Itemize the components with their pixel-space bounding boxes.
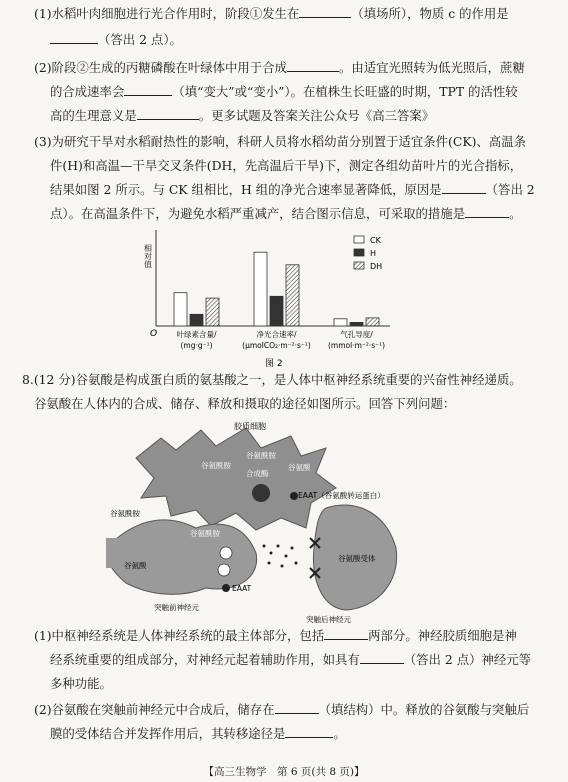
- answer-blank: [360, 652, 404, 664]
- figure-2-bar-chart: [130, 226, 420, 374]
- text: 件(H)和高温—干旱交叉条件(DH，先高温后干旱)下，测定各组幼苗叶片的光合指标，: [50, 158, 523, 173]
- post-neuron-label: 突触后神经元: [306, 615, 351, 624]
- text: （答出 2: [485, 182, 535, 197]
- origin-label: O: [150, 329, 158, 339]
- x-tick-label-0-0: 叶绿素含量/: [176, 330, 217, 339]
- text: （填结构）中。释放的谷氨酸与突触后: [318, 702, 530, 717]
- bar-h-0: [190, 314, 203, 326]
- legend-swatch-dh: [354, 262, 364, 269]
- text: 。更多试题及答案关注公众号《高三答案》: [198, 108, 435, 123]
- receptor-label: 谷氨酸受体: [338, 554, 376, 563]
- figure-caption: 图 2: [265, 359, 283, 369]
- legend-label-dh: DH: [370, 262, 383, 271]
- synthetase-label: 合成酶: [246, 469, 269, 478]
- text: （答出 2 点）。: [98, 32, 182, 47]
- bar-h-2: [350, 322, 363, 326]
- page-footer: 【高三生物学 第 6 页(共 8 页)】: [203, 766, 365, 778]
- eaat-label: EAAT: [232, 584, 252, 593]
- text: (2)谷氨酸在突触前神经元中合成后，储存在: [34, 702, 275, 717]
- q7-2-line1: [34, 60, 548, 76]
- text: （填场所），物质 c 的作用是: [351, 6, 509, 21]
- pre-neuron-label: 突触前神经元: [154, 603, 199, 612]
- text: (2)阶段②生成的丙糖磷酸在叶绿体中用于合成: [34, 60, 287, 75]
- bars-group: [174, 252, 379, 326]
- answer-blank: [442, 182, 486, 194]
- q8-2-line2: [50, 726, 548, 742]
- q8-stem-line2: [34, 396, 548, 412]
- q7-3-line4: [50, 206, 548, 222]
- text: (1)中枢神经系统是人体神经系统的最主体部分，包括: [34, 628, 325, 643]
- x-tick-label-1-1: (μmolCO₂·m⁻²·s⁻¹): [242, 341, 311, 350]
- q8-1-line3: [50, 676, 548, 692]
- x-tick-label-2-0: 气孔导度/: [340, 330, 373, 339]
- text: 结果如图 2 所示。与 CK 组相比，H 组的净光合速率显著降低，原因是: [50, 182, 442, 197]
- answer-blank: [324, 628, 368, 640]
- answer-blank: [124, 84, 172, 96]
- x-tick-label-1-0: 净光合速率/: [256, 330, 297, 339]
- text: 点）。在高温条件下，为避免水稻严重减产，结合图示信息，可采取的措施是: [50, 206, 466, 221]
- text: 。: [333, 726, 346, 741]
- y-axis-label: 相对值: [143, 244, 153, 268]
- glutamine-label-glia-1: 谷氨酰胺: [201, 461, 231, 470]
- q7-3-line3: [50, 182, 548, 198]
- text: 膜的受体结合并发挥作用后，其转移途径是: [50, 726, 286, 741]
- text: 经系统重要的组成部分，对神经元起着辅助作用，如具有: [50, 652, 360, 667]
- eaat-glia-dot: [290, 492, 298, 500]
- glutamine-label-glia-2: 谷氨酰胺: [246, 451, 276, 460]
- vesicle: [218, 564, 230, 576]
- text: 。由适宜光照转为低光照后，蔗糖: [338, 60, 525, 75]
- glutamine-label-left: 谷氨酰胺: [110, 509, 140, 518]
- answer-blank: [285, 726, 333, 738]
- x-tick-label-2-1: (mmol·m⁻²·s⁻¹): [327, 341, 386, 350]
- eaat-transporter-label: EAAT（谷氨酸转运蛋白）: [298, 491, 385, 500]
- legend-label-ck: CK: [370, 236, 381, 245]
- text: 。: [509, 206, 522, 221]
- q7-3-line1: [34, 134, 548, 150]
- glutamate-molecules: [263, 545, 298, 568]
- glutamate-label-pre: 谷氨酸: [124, 561, 147, 570]
- text: 多种功能。: [50, 676, 112, 691]
- legend-label-h: H: [370, 249, 377, 258]
- synapse-diagram: [106, 418, 436, 626]
- text: 8.(12 分)谷氨酸是构成蛋白质的氨基酸之一，是人体中枢神经系统重要的兴奋性神经递质。: [22, 372, 522, 387]
- answer-blank: [465, 206, 509, 218]
- chart-legend: [354, 236, 382, 271]
- bar-dh-1: [286, 265, 299, 326]
- answer-blank: [287, 60, 339, 72]
- answer-blank: [50, 32, 98, 44]
- vesicle: [220, 547, 232, 559]
- text: 谷氨酸在人体内的合成、储存、释放和摄取的途径如图所示。回答下列问题：: [34, 396, 456, 411]
- q7-1-line1: [34, 6, 548, 22]
- text: 两部分。神经胶质细胞是神: [368, 628, 517, 643]
- x-tick-label-0-1: (mg·g⁻¹): [180, 341, 213, 350]
- legend-swatch-ck: [354, 236, 364, 243]
- q8-2-line1: [34, 702, 548, 718]
- bar-ck-1: [254, 252, 267, 326]
- text: 高的生理意义是: [50, 108, 137, 123]
- text: (1)水稻叶肉细胞进行光合作用时，阶段①发生在: [34, 6, 300, 21]
- x-labels-group: [176, 329, 385, 350]
- text: (3)为研究干旱对水稻耐热性的影响，科研人员将水稻幼苗分别置于适宜条件(CK)、高温条: [34, 134, 527, 149]
- q7-2-line2: [50, 84, 548, 100]
- bar-ck-0: [174, 293, 187, 326]
- bar-dh-0: [206, 298, 219, 326]
- bar-dh-2: [366, 318, 379, 326]
- q8-1-line1: [34, 628, 548, 644]
- q8-1-line2: [50, 652, 548, 668]
- bar-ck-2: [334, 319, 347, 326]
- glutamine-label-pre: 谷氨酰胺: [190, 529, 220, 538]
- q8-stem-line1: [22, 372, 548, 388]
- answer-blank: [275, 702, 319, 714]
- glutamate-label-glia: 谷氨酸: [288, 463, 311, 472]
- glial-cell: [136, 428, 336, 530]
- eaat-pre-dot: [222, 584, 230, 592]
- text: （答出 2 点）神经元等: [403, 652, 532, 667]
- answer-blank: [299, 6, 351, 18]
- bar-h-1: [270, 296, 283, 326]
- glia-label: 胶质细胞: [234, 422, 266, 431]
- q7-1-line2: [50, 32, 548, 48]
- answer-blank: [137, 108, 199, 120]
- synthetase-nucleus: [252, 484, 270, 502]
- text: （填“变大”或“变小”）。在植株生长旺盛的时期，TPT 的活性较: [172, 84, 518, 99]
- text: 的合成速率会: [50, 84, 125, 99]
- legend-swatch-h: [354, 249, 364, 256]
- q7-2-line3: [50, 108, 548, 124]
- q7-3-line2: [50, 158, 548, 174]
